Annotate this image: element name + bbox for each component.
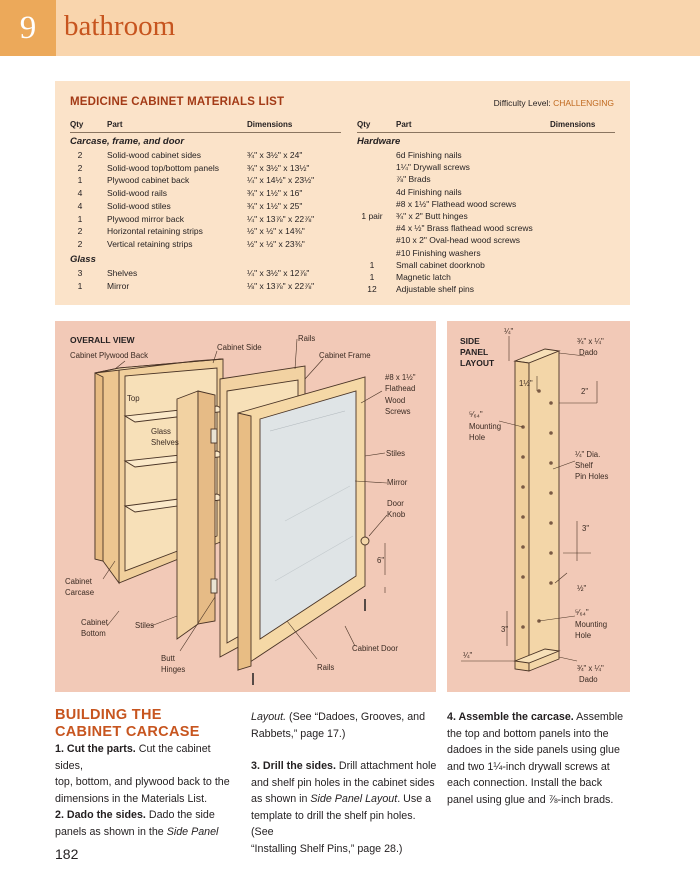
material-qty: 4 — [77, 188, 83, 199]
step-3-line-2: and shelf pin holes in the cabinet sides — [251, 776, 435, 789]
materials-list-box — [55, 81, 630, 305]
material-part: Adjustable shelf pins — [396, 284, 474, 295]
col-qty-left: Qty — [70, 120, 84, 129]
label-cabinet-frame: Cabinet Frame — [319, 351, 371, 360]
label-pin-3: Pin Holes — [575, 472, 609, 481]
material-part: 4d Finishing nails — [396, 186, 462, 197]
material-row — [357, 283, 632, 295]
section-heading-glass: Glass — [70, 254, 96, 265]
material-dimensions: ¾" x 1½" x 25" — [247, 200, 303, 211]
material-part: Solid-wood rails — [107, 188, 167, 199]
material-part: Plywood cabinet back — [107, 175, 190, 186]
step-3-line-3c: . Use a — [397, 793, 432, 805]
label-mount-bot-3: Hole — [575, 631, 592, 640]
step-3-title: 3. Drill the sides. — [251, 760, 336, 772]
label-screws-2: Flathead — [385, 384, 416, 393]
step-3-line-4: template to drill the shelf pin holes. (See — [251, 809, 416, 838]
step-1-line-3: dimensions in the Materials List. — [55, 792, 208, 805]
material-qty: 1 — [369, 272, 375, 282]
label-glass-2: Shelves — [151, 438, 179, 447]
section-heading-carcase: Carcase, frame, and door — [70, 136, 185, 147]
material-row — [357, 149, 632, 161]
label-butt-2: Hinges — [161, 665, 186, 674]
label-one-half: 1½" — [519, 379, 533, 388]
material-qty: 4 — [77, 200, 83, 211]
section-heading-hardware: Hardware — [357, 136, 401, 147]
material-part: Vertical retaining strips — [107, 238, 193, 249]
step-3-line-1: Drill attachment hole — [335, 760, 437, 772]
label-rails-top: Rails — [298, 334, 316, 343]
col-part-right: Part — [396, 120, 412, 129]
step-2-title: 2. Dado the sides. — [55, 809, 146, 821]
material-qty: 1 — [369, 259, 375, 270]
label-three-left: 3" — [501, 625, 509, 634]
label-six-inch: 6" — [377, 556, 385, 565]
material-dimensions: ¾" x 3½" x 24" — [247, 150, 303, 160]
section-heading-line-1: BUILDING THE — [55, 707, 162, 723]
cabinet-exploded-drawing — [55, 321, 436, 692]
label-glass-1: Glass — [151, 427, 171, 436]
label-door-2: Knob — [387, 510, 406, 519]
material-part: #4 x ½" Brass flathead wood screws — [396, 223, 533, 234]
material-row — [65, 225, 340, 237]
material-part: #10 x 2" Oval-head wood screws — [396, 235, 520, 246]
material-row — [357, 186, 632, 198]
material-part: #8 x 1½" Flathead wood screws — [396, 198, 517, 209]
section-heading-line-2: CABINET CARCASE — [55, 724, 200, 740]
material-part: Shelves — [107, 268, 138, 278]
material-part: #10 Finishing washers — [396, 247, 481, 258]
step-3 — [251, 758, 441, 857]
label-stiles-right: Stiles — [386, 449, 406, 458]
step-1 — [55, 741, 240, 807]
label-two: 2" — [581, 387, 589, 396]
label-cabinet-door: Cabinet Door — [352, 644, 398, 653]
material-dimensions: ⅛" x 13⅞" x 22⅞" — [247, 280, 315, 291]
side-panel-layout-illustration — [447, 321, 630, 692]
label-mount-top-3: Hole — [469, 433, 486, 442]
material-qty: 2 — [77, 226, 83, 237]
label-carcase-2: Carcase — [65, 588, 95, 597]
material-row — [65, 174, 340, 186]
step-3-line-5: “Installing Shelf Pins,” page 28.) — [251, 842, 403, 855]
material-row — [65, 149, 340, 161]
label-mirror: Mirror — [387, 478, 408, 487]
label-mount-top-1: ⁵⁄₆₄" — [469, 410, 483, 419]
label-dado-top-1: ¾" x ¼" — [577, 337, 604, 346]
difficulty-label: Difficulty Level: — [493, 98, 551, 108]
material-qty: 2 — [77, 238, 83, 249]
step-3-line-3a: as shown in — [251, 793, 311, 805]
material-dimensions: ¾" x 3½" x 13½" — [247, 162, 310, 173]
step-2-line-2b: Side Panel — [166, 825, 219, 838]
material-row — [65, 187, 340, 199]
label-dado-top-2: Dado — [579, 348, 598, 357]
col-dim-left: Dimensions — [247, 120, 293, 129]
material-part: Solid-wood stiles — [107, 200, 171, 211]
material-row — [65, 267, 340, 279]
material-dimensions: ½" x ½" x 14⅜" — [247, 226, 305, 237]
label-pin-1: ¼" Dia. — [575, 450, 601, 459]
label-screws-3: Wood — [385, 396, 406, 405]
material-row — [65, 280, 340, 292]
label-plywood-back: Cabinet Plywood Back — [70, 351, 149, 360]
chapter-header — [0, 0, 700, 56]
material-dimensions: ¼" x 3½" x 12⅞" — [247, 268, 310, 278]
step-2 — [55, 807, 240, 840]
label-quarter-bottom: ¼" — [463, 651, 473, 660]
material-part: Mirror — [107, 280, 130, 291]
label-half: ½" — [577, 584, 587, 593]
material-qty: 12 — [367, 284, 377, 295]
step-2-line-1: Dado the side — [145, 809, 215, 821]
material-part: 6d Finishing nails — [396, 150, 462, 160]
label-screws-4: Screws — [385, 407, 411, 416]
material-qty: 1 pair — [361, 211, 383, 221]
material-qty: 1 — [77, 175, 83, 186]
label-three-right: 3" — [582, 524, 590, 533]
material-qty: 2 — [77, 150, 83, 160]
step-2-line-2a: panels as shown in the — [55, 825, 167, 838]
label-butt-1: Butt — [161, 654, 175, 663]
step-3-line-3b: Side Panel Layout — [310, 793, 398, 805]
col-qty-right: Qty — [357, 120, 371, 129]
step-4-title: 4. Assemble the carcase. — [447, 711, 574, 723]
label-mount-top-2: Mounting — [469, 422, 502, 431]
col-dim-right: Dimensions — [550, 120, 596, 129]
label-top: Top — [127, 394, 140, 403]
material-row — [357, 271, 632, 283]
label-door-1: Door — [387, 499, 404, 508]
step-4-line-3: dadoes in the side panels using glue — [447, 744, 620, 756]
step-2-continued — [251, 709, 441, 742]
label-dado-bot-1: ¾" x ¼" — [577, 664, 604, 673]
col-part-left: Part — [107, 120, 123, 129]
material-part: 1¼" Drywall screws — [396, 162, 470, 173]
material-qty: 1 — [77, 213, 83, 224]
step-4-line-5: each connection. Install the back — [447, 777, 603, 789]
material-part: ⅞" Brads — [396, 174, 431, 185]
header-rule-left — [70, 132, 341, 133]
step-2-cont-layout: Layout. — [251, 711, 287, 723]
step-4-line-6: panel using glue and ⅞-inch brads. — [447, 793, 614, 806]
material-qty: 2 — [77, 162, 83, 173]
overall-view-title: OVERALL VIEW — [70, 335, 135, 345]
material-part: Plywood mirror back — [107, 213, 184, 224]
label-bottom-1: Cabinet — [81, 618, 108, 627]
material-dimensions: ½" x ½" x 23⅜" — [247, 238, 305, 249]
label-dado-bot-2: Dado — [579, 675, 598, 684]
material-dimensions: ¼" x 14½" x 23½" — [247, 175, 315, 186]
label-carcase-1: Cabinet — [65, 577, 92, 586]
materials-list-title: MEDICINE CABINET MATERIALS LIST — [70, 96, 285, 108]
header-rule-right — [357, 132, 615, 133]
material-row — [357, 259, 632, 271]
material-part: Horizontal retaining strips — [107, 226, 203, 237]
step-4-line-1: Assemble — [573, 711, 624, 723]
label-screws-1: #8 x 1½" — [385, 373, 416, 382]
page-number: 182 — [55, 846, 79, 862]
material-row — [65, 200, 340, 212]
step-1-line-1: Cut the cabinet sides, — [55, 743, 211, 772]
material-row — [357, 161, 632, 173]
label-pin-2: Shelf — [575, 461, 593, 470]
material-row — [357, 234, 632, 246]
material-qty: 3 — [77, 268, 83, 278]
section-heading — [55, 707, 200, 741]
step-2-cont-line-1: (See “Dadoes, Grooves, and — [286, 711, 426, 723]
material-part: Magnetic latch — [396, 272, 451, 282]
material-row — [357, 247, 632, 259]
material-part: Small cabinet doorknob — [396, 259, 485, 270]
label-stiles-left: Stiles — [135, 621, 155, 630]
material-row — [357, 173, 632, 185]
label-quarter-top: ¼" — [504, 327, 514, 336]
material-part: Solid-wood cabinet sides — [107, 150, 202, 160]
material-dimensions: ¾" x 1½" x 16" — [247, 188, 303, 199]
material-qty: 1 — [77, 280, 83, 291]
label-rails-bottom: Rails — [317, 663, 335, 672]
side-panel-title-3: LAYOUT — [460, 358, 495, 368]
step-1-line-2: top, bottom, and plywood back to the — [55, 776, 230, 788]
step-4-line-4: and two 1¼-inch drywall screws at — [447, 760, 610, 773]
step-4 — [447, 709, 637, 808]
material-row — [65, 238, 340, 250]
side-panel-title-1: SIDE — [460, 336, 480, 346]
side-panel-title-2: PANEL — [460, 347, 489, 357]
difficulty-value: CHALLENGING — [553, 98, 614, 108]
label-bottom-2: Bottom — [81, 629, 106, 638]
side-panel-drawing — [447, 321, 630, 692]
step-2-cont-line-2: Rabbets,” page 17.) — [251, 727, 346, 740]
step-4-line-2: the top and bottom panels into the — [447, 727, 609, 740]
step-1-title: 1. Cut the parts. — [55, 743, 136, 755]
material-row — [65, 213, 340, 225]
difficulty-level — [494, 98, 614, 108]
label-mount-bot-2: Mounting — [575, 620, 608, 629]
material-row — [357, 222, 632, 234]
chapter-number: 9 — [0, 0, 56, 56]
material-row — [357, 198, 632, 210]
label-mount-bot-1: ⁵⁄₆₄" — [575, 608, 589, 617]
chapter-title: bathroom — [64, 10, 176, 42]
overall-view-illustration — [55, 321, 436, 692]
material-part: Solid-wood top/bottom panels — [107, 162, 219, 173]
label-cabinet-side: Cabinet Side — [217, 343, 262, 352]
material-dimensions: ¼" x 13⅞" x 22⅞" — [247, 213, 315, 224]
material-row — [65, 162, 340, 174]
material-part: ¾" x 2" Butt hinges — [396, 211, 468, 221]
material-row — [357, 210, 632, 222]
